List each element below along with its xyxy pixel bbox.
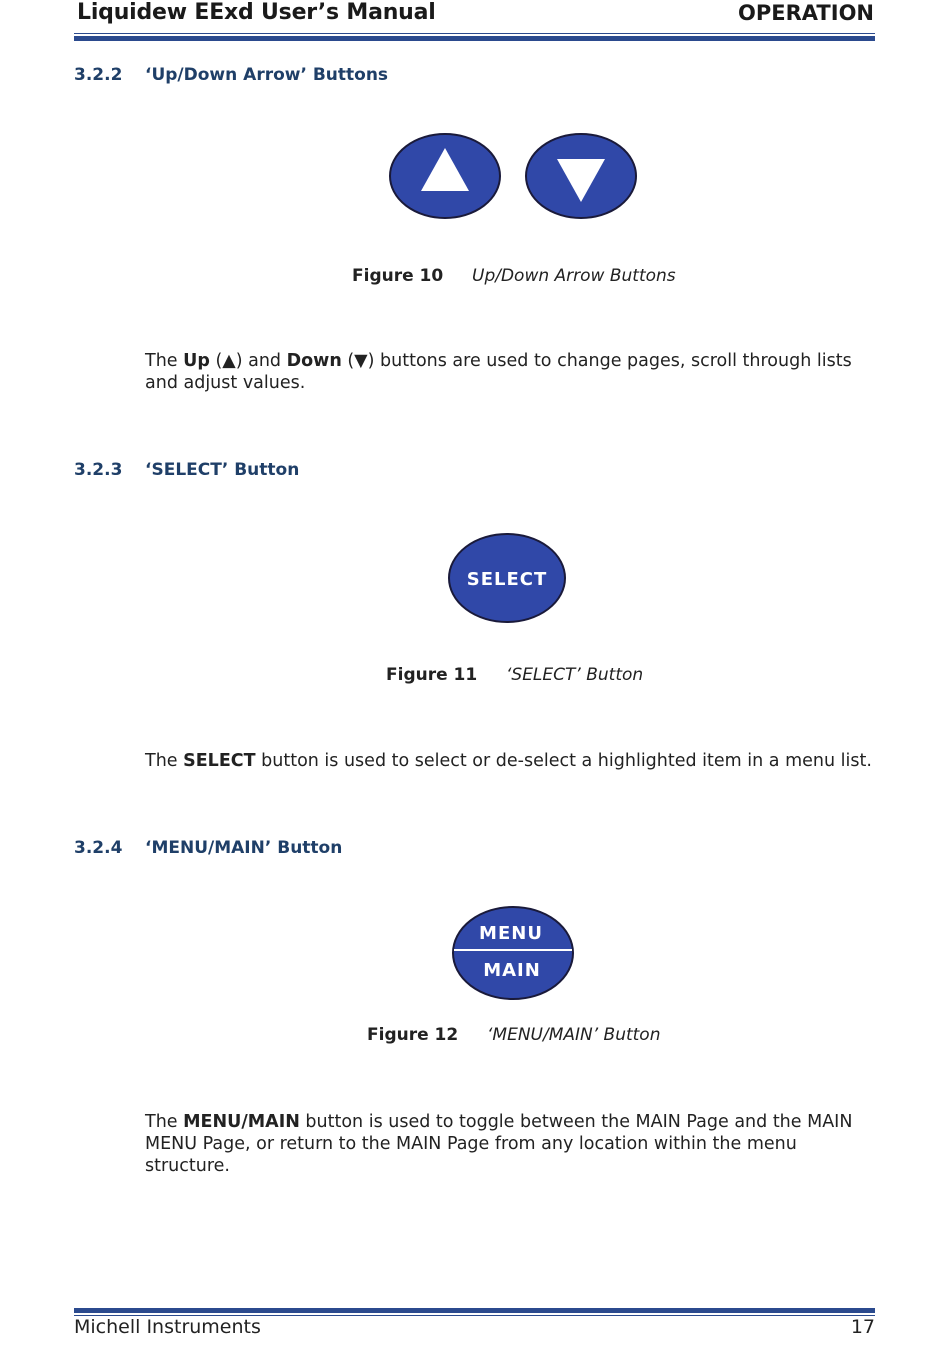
menu-main-button-figure (448, 903, 578, 1003)
bold-term: Up (183, 351, 210, 371)
heading-text: ‘SELECT’ Button (145, 460, 300, 480)
down-button (526, 134, 636, 218)
heading-number: 3.2.3 (74, 460, 123, 480)
manual-title: Liquidew EExd User’s Manual (77, 0, 436, 25)
bold-term: SELECT (183, 751, 256, 771)
page-number: 17 (850, 1316, 875, 1338)
header-rule-thin (74, 33, 875, 34)
figure-caption-11 (386, 665, 643, 685)
heading-select (74, 460, 299, 480)
figure-text: Up/Down Arrow Buttons (472, 266, 676, 286)
figure-text: ‘SELECT’ Button (506, 665, 644, 685)
figure-text: ‘MENU/MAIN’ Button (487, 1025, 661, 1045)
select-button (449, 534, 565, 622)
header-rule-thick (74, 36, 875, 41)
paragraph-updown (145, 350, 880, 394)
figure-label: Figure 10 (352, 266, 444, 286)
figure-caption-12 (367, 1025, 660, 1045)
figure-label: Figure 12 (367, 1025, 459, 1045)
heading-number: 3.2.4 (74, 838, 123, 858)
heading-menu-main (74, 838, 342, 858)
updown-buttons-figure (385, 128, 641, 223)
menu-label: MENU (479, 923, 543, 944)
heading-number: 3.2.2 (74, 65, 123, 85)
section-label: OPERATION (738, 1, 874, 25)
text-run: button is used to toggle between the MAIN Page and the MAIN MENU Page, or return to the MAIN Page from any location within the menu structure. (145, 1112, 853, 1176)
text-run: The (145, 351, 184, 371)
figure-caption-10 (352, 266, 676, 286)
up-button (390, 134, 500, 218)
text-run: The (145, 1112, 184, 1132)
text-run: The (145, 751, 184, 771)
menu-main-button (453, 907, 573, 999)
footer-company: Michell Instruments (74, 1316, 261, 1338)
bold-term: MENU/MAIN (183, 1112, 300, 1132)
bold-term: Down (286, 351, 342, 371)
footer-rule-thick (74, 1308, 875, 1313)
heading-text: ‘MENU/MAIN’ Button (145, 838, 343, 858)
heading-updown (74, 65, 388, 85)
text-run: button is used to select or de-select a highlighted item in a menu list. (255, 751, 872, 771)
heading-text: ‘Up/Down Arrow’ Buttons (145, 65, 389, 85)
select-button-figure (445, 530, 569, 626)
paragraph-menu-main (145, 1111, 880, 1177)
paragraph-select (145, 750, 880, 772)
text-run: (▼) buttons are used to change pages, scroll through lists and adjust values. (145, 351, 852, 393)
select-button-label: SELECT (466, 569, 548, 590)
text-run: (▲) and (209, 351, 287, 371)
figure-label: Figure 11 (386, 665, 478, 685)
main-label: MAIN (483, 960, 541, 981)
